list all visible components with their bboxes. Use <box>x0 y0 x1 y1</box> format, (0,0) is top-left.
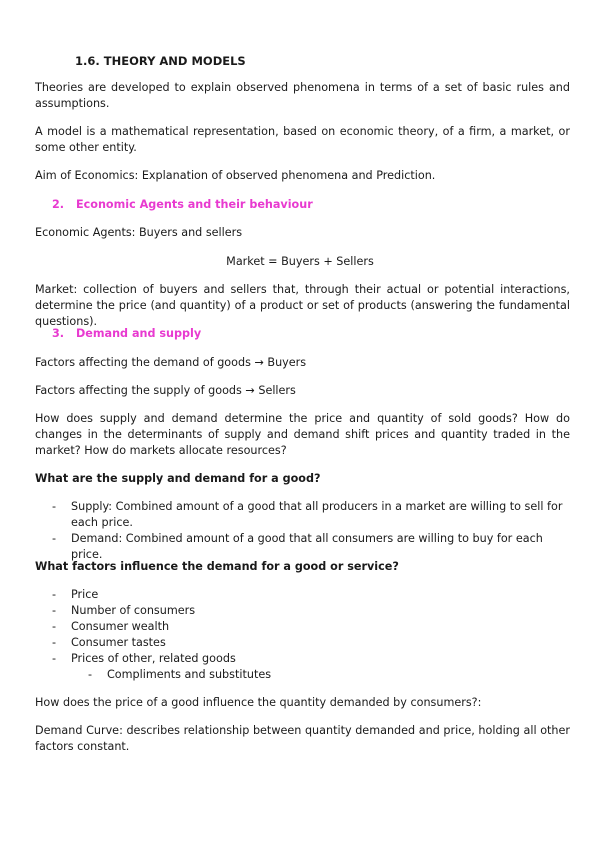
paragraph-market: Market: collection of buyers and sellers that, through their actual or potential interactions, determine the price (and quantity) of a product or set of products (answering the fundamental questions). <box>35 283 570 328</box>
question-text-start: What factors influence the <box>35 560 207 573</box>
list-item: - Supply: Combined amount of a good that all producers in a market are willing to sell for each price. <box>52 499 572 531</box>
paragraph-factors-demand: Factors affecting the demand of goods → Buyers <box>35 356 307 369</box>
factors-list <box>52 587 572 667</box>
heading-text: Economic Agents and their behaviour <box>76 198 313 211</box>
section-title: 1.6. THEORY AND MODELS <box>75 54 246 68</box>
heading-text: Demand and supply <box>76 327 202 340</box>
list-item: - Consumer wealth <box>52 619 572 635</box>
paragraph-questions: How does supply and demand determine the price and quantity of sold goods? How do changes in the determinants of supply and demand shift prices and quantity traded in the market? How do markets allocate resources? <box>35 412 570 457</box>
paragraph-price-question: How does the price of a good influence the quantity demanded by consumers?: <box>35 696 482 709</box>
question-text-end: for a good or service? <box>257 560 399 573</box>
list-item: - Prices of other, related goods <box>52 651 572 667</box>
list-item: - Consumer tastes <box>52 635 572 651</box>
list-item: - Number of consumers <box>52 603 572 619</box>
list-item: - Compliments and substitutes <box>88 667 600 683</box>
paragraph-theories: Theories are developed to explain observed phenomena in terms of a set of basic rules and assumptions. <box>35 81 570 110</box>
list-item: - Demand: Combined amount of a good that all consumers are willing to buy for each price. <box>52 531 572 563</box>
paragraph-aim: Aim of Economics: Explanation of observed phenomena and Prediction. <box>35 169 436 182</box>
question-emphasis: demand <box>206 560 258 573</box>
paragraph-agents: Economic Agents: Buyers and sellers <box>35 226 243 239</box>
sub-factors-list <box>88 667 600 683</box>
paragraph-demand-curve: Demand Curve: describes relationship between quantity demanded and price, holding all other factors constant. <box>35 724 570 753</box>
heading-economic-agents <box>52 197 587 213</box>
definitions-list <box>52 499 572 563</box>
paragraph-model: A model is a mathematical representation, based on economic theory, of a firm, a market, or some other entity. <box>35 125 570 154</box>
heading-number: 2. <box>52 198 65 211</box>
list-item: - Price <box>52 587 572 603</box>
formula-market: Market = Buyers + Sellers <box>226 255 374 268</box>
question-supply-demand: What are the supply and demand for a good? <box>35 472 321 485</box>
heading-demand-supply <box>52 326 587 342</box>
question-factors <box>35 559 570 575</box>
heading-number: 3. <box>52 327 65 340</box>
paragraph-factors-supply: Factors affecting the supply of goods → Sellers <box>35 384 296 397</box>
